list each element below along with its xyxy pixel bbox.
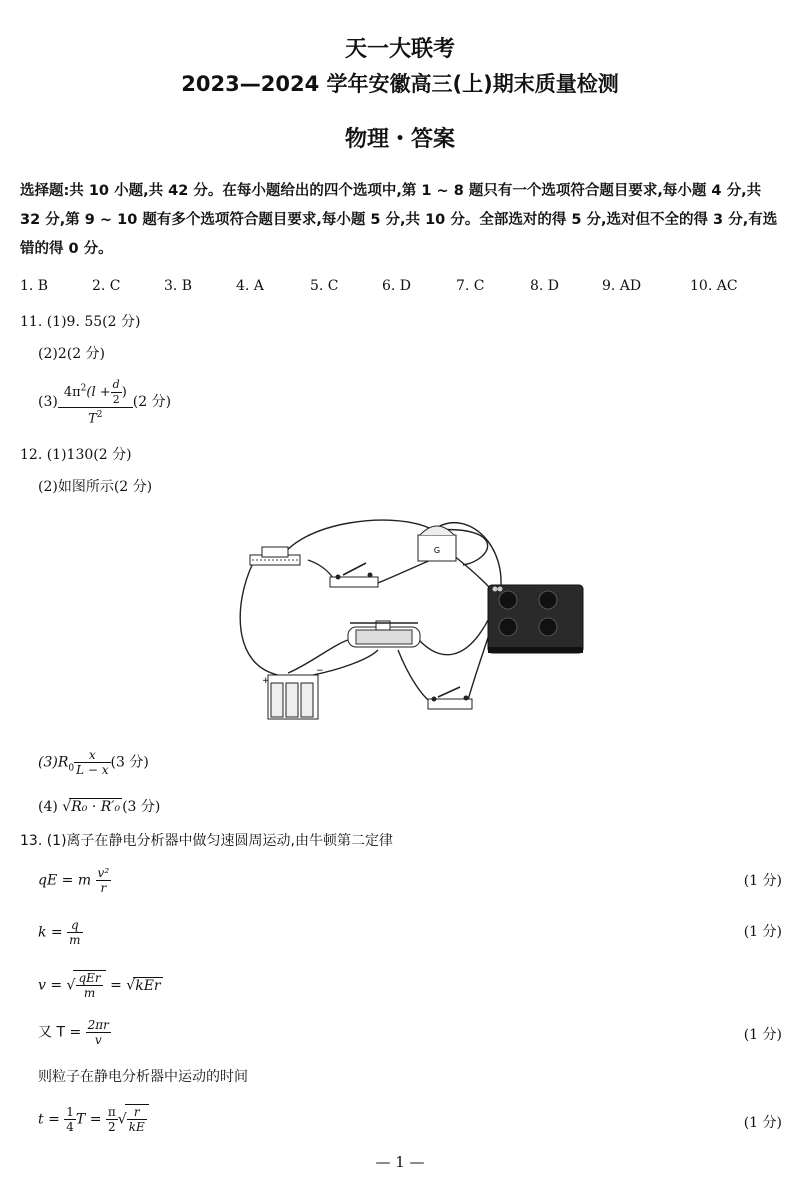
switch-bottom (428, 687, 472, 709)
answer-item: 7. C (456, 278, 485, 294)
circuit-diagram (238, 515, 588, 730)
q13-eq1-den: r (100, 881, 107, 895)
galvanometer (418, 526, 456, 561)
q12-frac-den: L − x (76, 763, 109, 777)
wire (398, 650, 436, 705)
answer-item: 5. C (310, 278, 339, 294)
q13-eq5-mid: T = (75, 1111, 102, 1128)
battery-minus: − (316, 666, 324, 676)
q13-eq3-lhs: v = (38, 977, 63, 994)
galvanometer-label: G (433, 546, 441, 555)
q13-eq5: t = $\frac{1}{4}$ T = $\frac{\pi}{2}$ √ $\frac{r}{kE}$ (38, 1104, 149, 1134)
q13-eq3-rhs: kEr (135, 977, 161, 994)
q11-fraction (58, 378, 133, 426)
q11-inner-den: 2 (112, 393, 120, 406)
q12-a4-root: R₀ · R′₀ (71, 799, 121, 815)
answer-item: 9. AD (602, 278, 642, 294)
q12-answer-3 (38, 748, 149, 777)
answer-item: 2. C (92, 278, 121, 294)
q12-a3-sub: 0 (68, 763, 75, 774)
q13-eq4-num: 2πr (87, 1018, 109, 1032)
q12-a4-prefix: (4) (38, 799, 58, 815)
q13-eq1 (38, 866, 111, 895)
choice-instructions: 选择题:共 10 小题,共 42 分。在每小题给出的四个选项中,第 1 ~ 8 题只有一个选项符合题目要求,每小题 4 分,共 32 分,第 9 ~ 10 题有多个选项符合题目要求,每小题 5 分,共 10 分。全部选对的得 5 分,选对但不全的得 3 分,有选错的得 0 分。 (20, 183, 778, 257)
answer-item: 10. AC (690, 278, 738, 294)
answer-item: 8. D (530, 278, 560, 294)
q13-eq2-num: q (70, 918, 79, 932)
q11-a3-prefix: (3) (38, 394, 58, 411)
wire (240, 563, 278, 675)
q13-eq4-lhs: 又 T = (38, 1024, 82, 1041)
q12-frac-num: x (88, 748, 96, 762)
switch-top (330, 563, 378, 587)
q13-eq1-num: v² (97, 866, 110, 880)
q13-eq5-den2: 2 (108, 1120, 116, 1134)
q13-eq1-lhs: qE = m (38, 872, 92, 889)
q11-answer-2: (2)2(2 分) (38, 346, 106, 362)
slide-rheostat (348, 621, 420, 647)
q11-inner-num: d (112, 378, 120, 391)
meter-top-left (250, 547, 300, 565)
subject-title: 物理・答案 (344, 127, 455, 152)
q11-num-a: 4π (63, 385, 81, 400)
q13-eq5-num1: 1 (66, 1105, 74, 1119)
q12-a4-suffix: (3 分) (122, 799, 161, 815)
q13-eq5-rnum: r (133, 1105, 140, 1119)
q12-fraction (74, 748, 110, 777)
q13-eq3-num: qEr (78, 971, 101, 985)
battery (262, 666, 324, 719)
q13-intro: 13. (1)离子在静电分析器中做匀速圆周运动,由牛顿第二定律 (20, 833, 393, 849)
q13-eq5-num2: π (107, 1105, 116, 1119)
q11-den-sup: 2 (96, 410, 103, 420)
q13-text-2: 则粒子在静电分析器中运动的时间 (38, 1069, 248, 1085)
page-number: — 1 — (375, 1153, 425, 1171)
q12-a3-suffix: (3 分) (110, 754, 149, 771)
q13-eq3: v = √ $\frac{\text{qEr}}{m}$ = √kEr (38, 971, 161, 1000)
q11-answer-3 (38, 378, 171, 426)
battery-plus: + (262, 676, 270, 686)
q13-eq2-lhs: k = (38, 924, 63, 941)
q13-score-2: (1 分) (743, 924, 782, 940)
q11-a3-suffix: (2 分) (132, 394, 172, 411)
q13-eq2 (38, 918, 83, 947)
q12-a3-prefix: (3)R (38, 754, 69, 771)
q11-inner-fraction (111, 378, 122, 407)
q13-eq3-den: m (83, 986, 96, 1000)
q11-num-b: (l + (86, 385, 111, 400)
q13-eq5-lhs: t = (38, 1111, 60, 1128)
q11-den: T (88, 411, 97, 427)
answer-item: 4. A (236, 278, 264, 294)
q12-answer-4: (4) √R₀ · R′₀ (3 分) (38, 799, 161, 815)
resistance-box (488, 585, 583, 653)
q11-num-sup: 2 (80, 383, 87, 394)
q11-num-c: ) (121, 385, 127, 400)
q13-eq5-den1: 4 (66, 1120, 74, 1134)
exam-title: 2023—2024 学年安徽高三(上)期末质量检测 (181, 72, 619, 96)
exam-series-title: 天一大联考 (344, 37, 455, 62)
q13-score-4: (1 分) (743, 1115, 782, 1131)
q13-eq2-den: m (69, 933, 81, 947)
q13-eq3-mid: = (110, 977, 122, 994)
wire (413, 610, 493, 655)
q12-answer-2: (2)如图所示(2 分) (38, 479, 153, 495)
q12-answer-1: 12. (1)130(2 分) (20, 447, 132, 463)
q13-eq4 (38, 1018, 111, 1047)
answer-item: 1. B (20, 278, 49, 294)
q13-score-3: (1 分) (743, 1027, 782, 1043)
wire (278, 520, 433, 563)
answer-item: 3. B (164, 278, 193, 294)
q13-score-1: (1 分) (743, 873, 782, 889)
q13-eq4-den: v (94, 1033, 102, 1047)
answer-item: 6. D (382, 278, 412, 294)
q11-answer-1: 11. (1)9. 55(2 分) (20, 314, 141, 330)
q13-eq5-rden: kE (128, 1120, 145, 1134)
